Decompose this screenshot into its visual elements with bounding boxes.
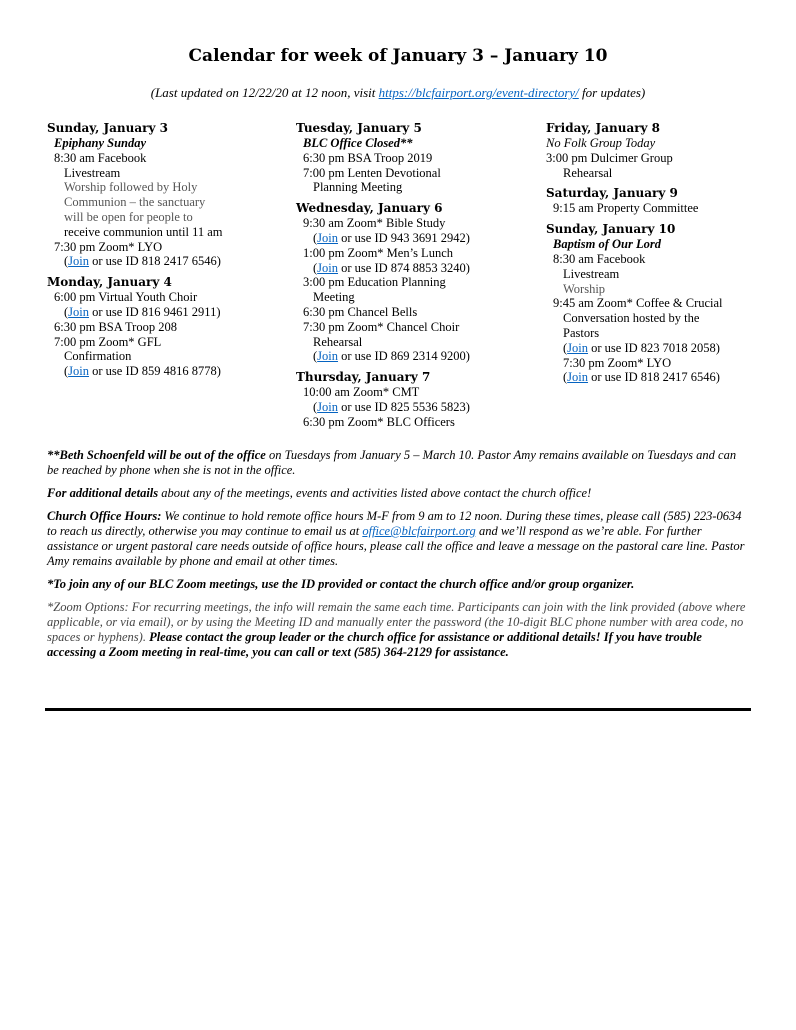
- office-email-link[interactable]: office@blcfairport.org: [362, 524, 476, 538]
- event-line: Pastors: [563, 325, 600, 340]
- event-line: Confirmation: [64, 349, 132, 364]
- event-line: Planning Meeting: [313, 180, 403, 195]
- zoom-id-line: (Join or use ID 818 2417 6546): [563, 370, 720, 385]
- page-title: Calendar for week of January 3 – January 10: [188, 46, 608, 66]
- event-education-planning: 3:00 pm Education Planning: [303, 275, 446, 290]
- event-chancel-choir: 7:30 pm Zoom* Chancel Choir: [303, 319, 460, 334]
- day-heading-saturday-jan-9: Saturday, January 9: [546, 186, 678, 201]
- event-line: Conversation hosted by the: [563, 311, 700, 326]
- special-baptism-of-our-lord: Baptism of Our Lord: [553, 237, 662, 252]
- event-bsa-troop-2019: 6:30 pm BSA Troop 2019: [303, 150, 433, 165]
- event-chancel-bells: 6:30 pm Chancel Bells: [303, 304, 418, 319]
- event-facebook-livestream: 8:30 am Facebook: [54, 150, 147, 165]
- event-zoom-lyo: 7:30 pm Zoom* LYO: [54, 239, 163, 254]
- zoom-id-line: (Join or use ID 818 2417 6546): [64, 254, 221, 269]
- event-bsa-troop-208: 6:30 pm BSA Troop 208: [54, 319, 177, 334]
- join-link[interactable]: Join: [317, 349, 339, 364]
- event-cmt: 10:00 am Zoom* CMT: [303, 385, 420, 400]
- day-heading-monday-jan-4: Monday, January 4: [47, 275, 172, 290]
- notes-section: [47, 448, 747, 668]
- event-line: Meeting: [313, 290, 355, 305]
- special-office-closed: BLC Office Closed**: [303, 136, 413, 150]
- day-heading-thursday-jan-7: Thursday, January 7: [296, 370, 431, 385]
- calendar-column-3: [546, 121, 776, 385]
- note-office-hours: Church Office Hours: We continue to hold remote office hours M-F from 9 am to 12 noon. During these times, please call (585) 223-0634 to reach us directly, otherwise you may continue to email us at office@blcfairport.org and we’ll respond as we’re able. For further assistance or urgent pastoral care needs outside of office hours, please call the office and leave a message on the pastoral care line. Pastor Amy remains available by phone and email at other times.: [47, 509, 745, 568]
- event-note: receive communion until 11 am: [64, 224, 223, 239]
- join-link[interactable]: Join: [567, 370, 589, 385]
- event-note: Worship followed by Holy: [64, 180, 198, 195]
- zoom-id-line: (Join or use ID 859 4816 8778): [64, 364, 221, 379]
- zoom-id-line: (Join or use ID 943 3691 2942): [313, 230, 470, 245]
- join-link[interactable]: Join: [68, 254, 90, 269]
- event-dulcimer-group: 3:00 pm Dulcimer Group: [546, 150, 673, 165]
- day-heading-sunday-jan-10: Sunday, January 10: [546, 222, 676, 237]
- event-note: Worship: [563, 281, 606, 296]
- note-office-absence: **Beth Schoenfeld will be out of the office on Tuesdays from January 5 – March 10. Pastor Amy remains available on Tuesdays and can be reached by phone when she is not in the office.: [47, 448, 737, 477]
- special-no-folk-group: No Folk Group Today: [546, 136, 656, 150]
- last-updated-line: [0, 85, 796, 101]
- join-link[interactable]: Join: [317, 399, 339, 414]
- zoom-id-line: (Join or use ID 823 7018 2058): [563, 340, 720, 355]
- calendar-column-1: [47, 121, 287, 379]
- join-link[interactable]: Join: [317, 230, 339, 245]
- subtitle-prefix: (Last updated on 12/22/20 at 12 noon, visit: [150, 85, 379, 100]
- event-line: Rehearsal: [563, 165, 613, 180]
- day-heading-sunday-jan-3: Sunday, January 3: [47, 121, 168, 135]
- event-zoom-lyo: 7:30 pm Zoom* LYO: [563, 355, 672, 370]
- day-heading-wednesday-jan-6: Wednesday, January 6: [296, 201, 443, 216]
- event-directory-link[interactable]: https://blcfairport.org/event-directory/: [378, 85, 579, 100]
- event-note: will be open for people to: [64, 209, 193, 224]
- join-link[interactable]: Join: [317, 260, 339, 275]
- day-heading-tuesday-jan-5: Tuesday, January 5: [296, 121, 422, 135]
- event-property-committee: 9:15 am Property Committee: [553, 201, 699, 216]
- join-link[interactable]: Join: [68, 364, 90, 379]
- note-additional-details: For additional details about any of the meetings, events and activities listed above contact the church office!: [47, 486, 592, 500]
- bottom-divider: [45, 708, 751, 711]
- event-lenten-devotional: 7:00 pm Lenten Devotional: [303, 165, 441, 180]
- event-line: Rehearsal: [313, 334, 363, 349]
- event-bible-study: 9:30 am Zoom* Bible Study: [303, 216, 446, 231]
- calendar-column-2: [296, 121, 544, 430]
- note-zoom-options: *Zoom Options: For recurring meetings, the info will remain the same each time. Participants can join with the link provided (above where applicable, or via email), or by using the Meeting ID and manually enter the password (the 10-digit BLC phone number with area code, no spaces or hyphens). Please contact the group leader or the church office for assistance or additional details! If you have trouble accessing a Zoom meeting in real-time, you can call or text (585) 364-2129 for assistance.: [47, 600, 746, 659]
- join-link[interactable]: Join: [68, 304, 90, 319]
- special-day-epiphany: Epiphany Sunday: [54, 136, 147, 150]
- event-line: Livestream: [563, 266, 620, 281]
- zoom-id-line: (Join or use ID 816 9461 2911): [64, 304, 221, 319]
- day-heading-friday-jan-8: Friday, January 8: [546, 121, 661, 135]
- event-note: Communion – the sanctuary: [64, 195, 206, 210]
- event-blc-officers: 6:30 pm Zoom* BLC Officers: [303, 414, 455, 429]
- subtitle-suffix: for updates): [578, 85, 646, 100]
- event-gfl-confirmation: 7:00 pm Zoom* GFL: [54, 334, 162, 349]
- event-mens-lunch: 1:00 pm Zoom* Men’s Lunch: [303, 245, 453, 260]
- zoom-id-line: (Join or use ID 825 5536 5823): [313, 399, 470, 414]
- join-link[interactable]: Join: [567, 340, 589, 355]
- event-coffee-crucial-conversation: 9:45 am Zoom* Coffee & Crucial: [553, 296, 723, 311]
- note-zoom-join: *To join any of our BLC Zoom meetings, use the ID provided or contact the church office and/or group organizer.: [47, 577, 635, 591]
- zoom-id-line: (Join or use ID 874 8853 3240): [313, 260, 470, 275]
- event-facebook-livestream: 8:30 am Facebook: [553, 251, 646, 266]
- event-virtual-youth-choir: 6:00 pm Virtual Youth Choir: [54, 290, 198, 305]
- zoom-id-line: (Join or use ID 869 2314 9200): [313, 349, 470, 364]
- event-line: Livestream: [64, 165, 121, 180]
